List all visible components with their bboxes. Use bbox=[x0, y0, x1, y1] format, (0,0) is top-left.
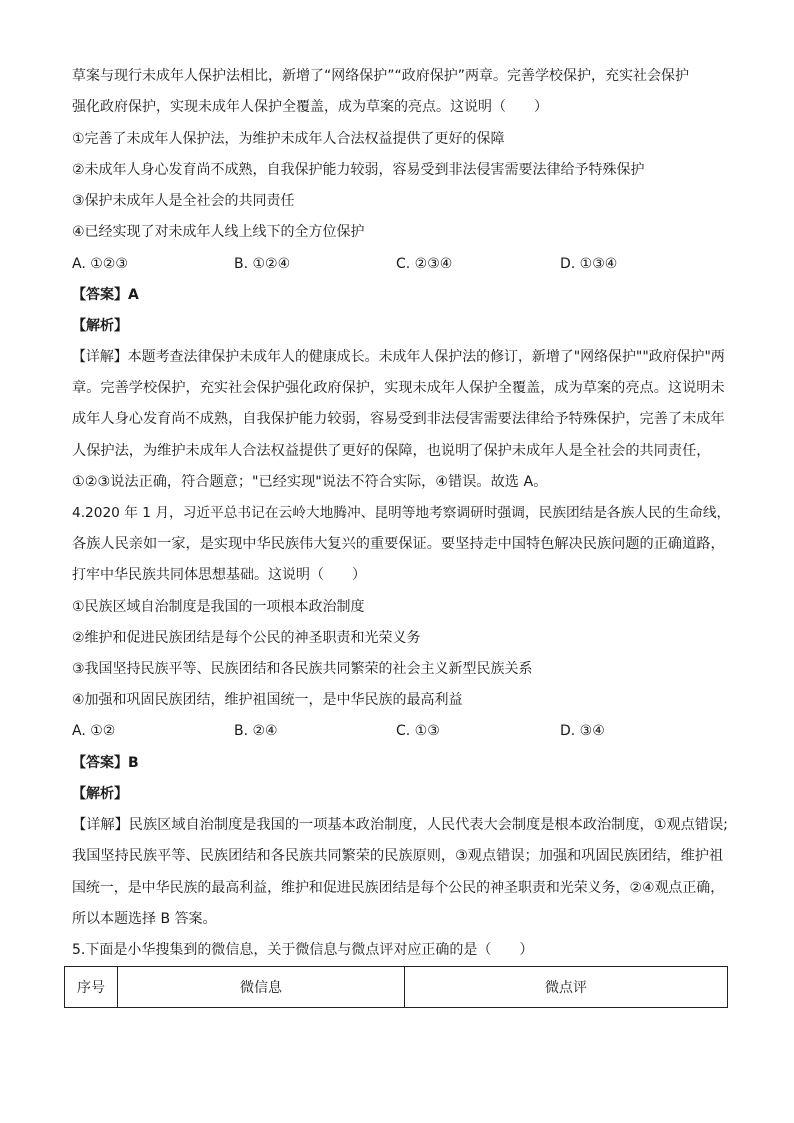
q3-statement: ③保护未成年人是全社会的共同责任 bbox=[72, 193, 295, 209]
q4-statement: ②维护和促进民族团结是每个公民的神圣职责和光荣义务 bbox=[72, 630, 421, 646]
q3-options bbox=[72, 254, 732, 274]
q3-statement: ④已经实现了对未成年人线上线下的全方位保护 bbox=[72, 224, 365, 240]
micro-info-table bbox=[64, 966, 728, 1008]
q3-statement: ①完善了未成年人保护法，为维护未成年人合法权益提供了更好的保障 bbox=[72, 131, 505, 147]
q4-statement: ①民族区域自治制度是我国的一项根本政治制度 bbox=[72, 599, 365, 615]
table-header-micro-info: 微信息 bbox=[118, 967, 405, 1008]
q3-detail-line: 成年人身心发育尚不成熟，自我保护能力较弱，容易受到非法侵害需要法律给予特殊保护，完善了未成年 bbox=[72, 411, 725, 427]
q4-analysis-label: 【解析】 bbox=[72, 786, 128, 802]
q3-statement: ②未成年人身心发育尚不成熟，自我保护能力较弱，容易受到非法侵害需要法律给予特殊保护 bbox=[72, 162, 645, 178]
q3-option-a: A. ①②③ bbox=[72, 256, 128, 272]
q3-option-d: D. ①③④ bbox=[560, 256, 618, 272]
q3-analysis-label: 【解析】 bbox=[72, 318, 128, 334]
q3-stem-line: 草案与现行未成年人保护法相比，新增了“网络保护”“政府保护”两章。完善学校保护，充实社会保护 bbox=[72, 68, 690, 84]
q4-option-a: A. ①② bbox=[72, 723, 116, 739]
q4-detail-line: 【详解】民族区域自治制度是我国的一项基本政治制度，人民代表大会制度是根本政治制度，①观点错误; bbox=[72, 817, 728, 833]
q4-detail-line: 国统一，是中华民族的最高利益，维护和促进民族团结是每个公民的神圣职责和光荣义务，②④观点正确， bbox=[72, 880, 725, 896]
q3-stem-line: 强化政府保护，实现未成年人保护全覆盖，成为草案的亮点。这说明（ ） bbox=[72, 99, 548, 115]
q4-stem-line: 各族人民亲如一家，是实现中华民族伟大复兴的重要保证。要坚持走中国特色解决民族问题的正确道路， bbox=[72, 536, 725, 552]
table-header-row bbox=[65, 967, 728, 1008]
q3-detail-line: 章。完善学校保护，充实社会保护强化政府保护，实现未成年人保护全覆盖，成为草案的亮点。这说明未 bbox=[72, 380, 725, 396]
q4-stem-line: 打牢中华民族共同体思想基础。这说明（ ） bbox=[72, 567, 366, 583]
q4-statement: ④加强和巩固民族团结，维护祖国统一，是中华民族的最高利益 bbox=[72, 692, 463, 708]
q3-option-c: C. ②③④ bbox=[396, 256, 453, 272]
q3-answer: 【答案】A bbox=[72, 287, 139, 303]
q4-options bbox=[72, 721, 732, 741]
q3-detail-line: 人保护法，为维护未成年人合法权益提供了更好的保障，也说明了保护未成年人是全社会的共同责任， bbox=[72, 443, 711, 459]
q4-stem-line: 4.2020 年 1 月，习近平总书记在云岭大地腾冲、昆明等地考察调研时强调，民族团结是各族人民的生命线， bbox=[72, 505, 731, 521]
q4-statement: ③我国坚持民族平等、民族团结和各民族共同繁荣的社会主义新型民族关系 bbox=[72, 661, 533, 677]
q3-detail-line: ①②③说法正确，符合题意；"已经实现"说法不符合实际，④错误。故选 A。 bbox=[72, 474, 548, 490]
q4-answer: 【答案】B bbox=[72, 755, 139, 771]
q4-detail-line: 所以本题选择 B 答案。 bbox=[72, 911, 217, 927]
q4-option-b: B. ②④ bbox=[234, 723, 278, 739]
q5-stem: 5.下面是小华搜集到的微信息，关于微信息与微点评对应正确的是（ ） bbox=[72, 942, 534, 958]
q4-detail-line: 我国坚持民族平等、民族团结和各民族共同繁荣的民族原则，③观点错误；加强和巩固民族团结，维护祖 bbox=[72, 848, 724, 864]
q4-option-d: D. ③④ bbox=[560, 723, 605, 739]
q4-option-c: C. ①③ bbox=[396, 723, 440, 739]
q3-option-b: B. ①②④ bbox=[234, 256, 291, 272]
table-header-index: 序号 bbox=[65, 967, 118, 1008]
q3-detail-line: 【详解】本题考查法律保护未成年人的健康成长。未成年人保护法的修订，新增了"网络保护""政府保护"两 bbox=[72, 349, 725, 365]
table-header-micro-comment: 微点评 bbox=[405, 967, 728, 1008]
